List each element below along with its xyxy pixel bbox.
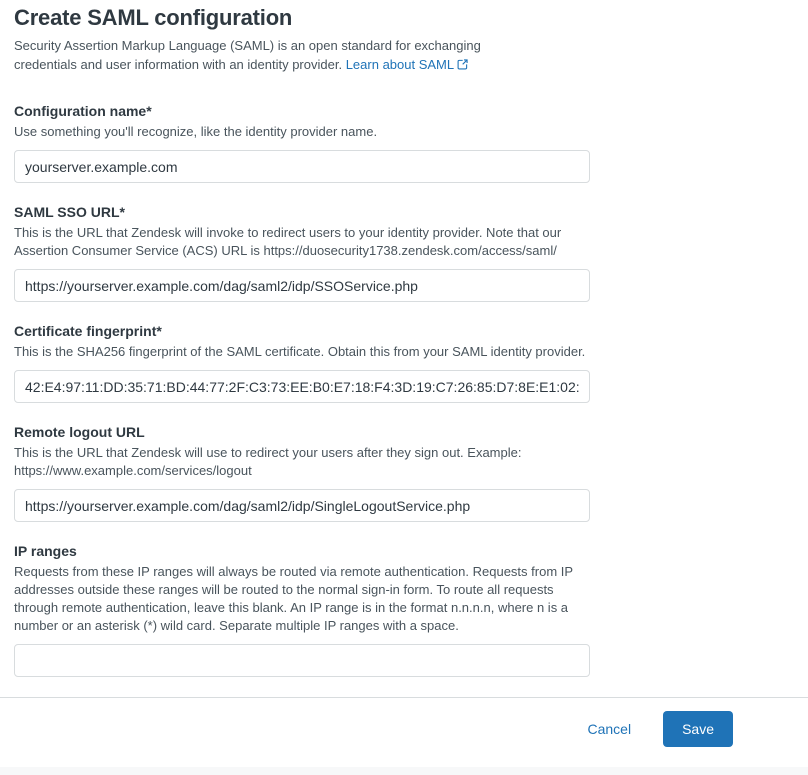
external-link-icon — [457, 59, 468, 70]
page-title: Create SAML configuration — [14, 5, 293, 30]
remote-logout-url-label: Remote logout URL — [14, 424, 145, 440]
save-button[interactable]: Save — [663, 711, 733, 747]
saml-sso-url-input[interactable] — [14, 269, 590, 302]
remote-logout-url-hint: This is the URL that Zendesk will use to redirect your users after they sign out. Example: https://www.example.com/services/logout — [14, 445, 522, 478]
certificate-fingerprint-hint: This is the SHA256 fingerprint of the SAML certificate. Obtain this from your SAML identity provider. — [14, 344, 586, 359]
field-configuration-name — [14, 102, 590, 183]
configuration-name-input[interactable] — [14, 150, 590, 183]
ip-ranges-label: IP ranges — [14, 543, 77, 559]
configuration-name-label: Configuration name* — [14, 103, 152, 119]
form-footer — [0, 698, 808, 747]
ip-ranges-hint: Requests from these IP ranges will always be routed via remote authentication. Requests from IP addresses outside these ranges will be routed to the normal sign-in form. To route all requests through remote authentication, leave this blank. An IP range is in the format n.n.n.n, where n is a number or an asterisk (*) wild card. Separate multiple IP ranges with a space. — [14, 564, 573, 633]
certificate-fingerprint-label: Certificate fingerprint* — [14, 323, 162, 339]
field-ip-ranges — [14, 542, 590, 677]
cancel-button[interactable]: Cancel — [587, 721, 632, 737]
page-description — [14, 36, 492, 74]
field-remote-logout-url — [14, 423, 590, 522]
field-saml-sso-url — [14, 203, 590, 302]
field-certificate-fingerprint — [14, 322, 590, 403]
ip-ranges-input[interactable] — [14, 644, 590, 677]
saml-sso-url-label: SAML SSO URL* — [14, 204, 125, 220]
configuration-name-hint: Use something you'll recognize, like the identity provider name. — [14, 124, 378, 139]
certificate-fingerprint-input[interactable] — [14, 370, 590, 403]
saml-sso-url-hint: This is the URL that Zendesk will invoke to redirect users to your identity provider. Note that our Assertion Consumer Service (ACS) URL is https://duosecurity1738.zendesk.com/access/saml/ — [14, 225, 562, 258]
bottom-strip — [0, 767, 808, 775]
learn-about-saml-link[interactable]: Learn about SAML — [346, 57, 468, 72]
page-description-text: Security Assertion Markup Language (SAML) is an open standard for exchanging credentials and user information with an identity provider. — [14, 38, 481, 72]
remote-logout-url-input[interactable] — [14, 489, 590, 522]
